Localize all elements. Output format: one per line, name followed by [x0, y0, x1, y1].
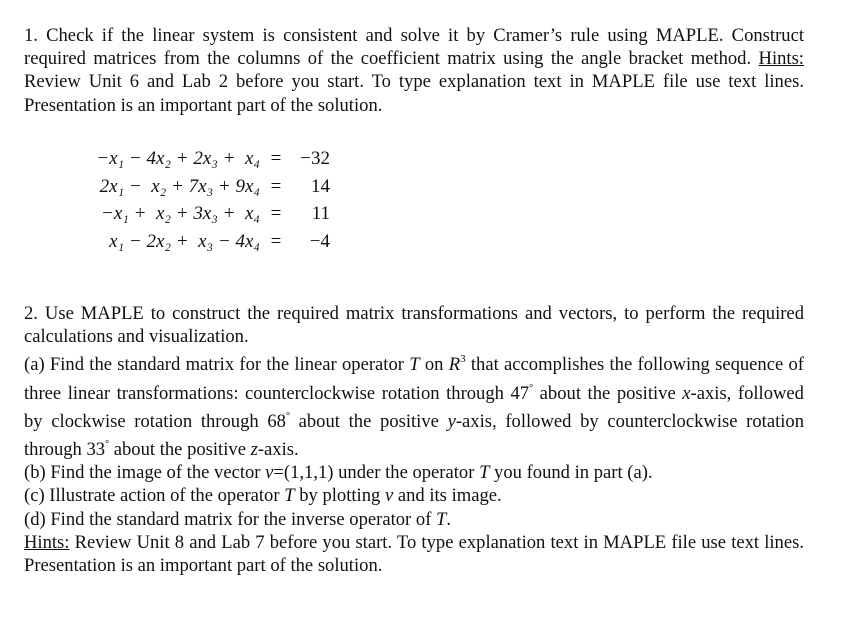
- part-b-text: under the operator: [333, 462, 480, 484]
- operator-symbol: T: [409, 354, 420, 376]
- vector-symbol: v: [265, 462, 274, 484]
- equals-sign: =: [270, 203, 282, 224]
- problem-1: [24, 24, 804, 117]
- part-a-text: -axis, followed by clockwise rotation through 68: [24, 382, 804, 432]
- equals-sign: =: [270, 230, 282, 252]
- operator-symbol: T: [479, 462, 490, 484]
- part-a-text: about the positive: [533, 382, 683, 404]
- part-c-text: by plotting: [294, 485, 385, 507]
- equation-lhs: −x₁ − 4x₂ + 2x₃ + x₄: [96, 148, 260, 169]
- part-c-text: (c) Illustrate action of the operator: [24, 485, 285, 507]
- problem-2-hint: [24, 531, 804, 577]
- degree-sign: °: [285, 410, 290, 422]
- equation-row: [28, 228, 330, 256]
- part-a: [24, 348, 804, 461]
- part-a-text: about the positive: [109, 439, 251, 461]
- problem-1-hint-text: Review Unit 6 and Lab 2 before you start. To type explanation text in MAPLE file use text lines. Presentation is an important part of the solution.: [24, 71, 804, 116]
- axis-symbol: z: [250, 439, 258, 461]
- operator-symbol: T: [284, 485, 295, 507]
- part-a-text: on: [419, 354, 449, 376]
- equation-lhs: 2x₁ − x₂ + 7x₃ + 9x₄: [99, 175, 260, 197]
- equation-row: [28, 173, 330, 201]
- part-c: [24, 484, 804, 507]
- vector-value: =(1,1,1): [273, 462, 334, 484]
- part-b-text: (b) Find the image of the vector: [24, 462, 266, 484]
- axis-symbol: y: [447, 410, 456, 432]
- part-c-text: and its image.: [393, 485, 502, 507]
- part-d-text: (d) Find the standard matrix for the inverse operator of: [24, 508, 437, 530]
- space-exponent: 3: [460, 353, 466, 366]
- equation-row: [28, 145, 330, 173]
- equation-lhs: −x₁ + x₂ + 3x₃ + x₄: [101, 203, 260, 224]
- part-b: [24, 461, 804, 484]
- part-a-text: (a) Find the standard matrix for the linear operator: [24, 354, 410, 376]
- part-a-text: about the positive: [289, 410, 448, 432]
- problem-2-hint-label: Hints:: [24, 531, 70, 553]
- part-d: [24, 508, 804, 531]
- problem-1-hint-label: Hints:: [758, 48, 804, 70]
- problem-2: [24, 302, 804, 577]
- space-symbol: R: [448, 354, 461, 376]
- problem-2-intro-text: 2. Use MAPLE to construct the required matrix transformations and vectors, to perform the required calculations and visualization.: [24, 303, 804, 348]
- part-d-text: .: [446, 508, 452, 530]
- degree-sign: °: [105, 439, 110, 451]
- equation-rhs: −32: [300, 148, 330, 169]
- part-b-text: you found in part (a).: [489, 462, 653, 484]
- equals-sign: =: [270, 175, 282, 197]
- problem-2-hint-text: Review Unit 8 and Lab 7 before you start. To type explanation text in MAPLE file use text lines. Presentation is an important part of the solution.: [24, 531, 804, 577]
- equation-rhs: 14: [311, 175, 330, 197]
- part-a-text: that accomplishes the following sequence of three linear transformations: counterclockwise rotation through 47: [24, 354, 805, 404]
- linear-system: [28, 145, 330, 255]
- equals-sign: =: [270, 148, 282, 169]
- equation-row: [28, 200, 330, 228]
- equation-lhs: x₁ − 2x₂ + x₃ − 4x₄: [109, 230, 260, 252]
- operator-symbol: T: [436, 508, 447, 530]
- problem-1-intro: 1. Check if the linear system is consistent and solve it by Cramer’s rule using MAPLE. Construct required matrices from the columns of the coefficient matrix using the angle bracket method.: [24, 25, 804, 70]
- degree-sign: °: [529, 382, 534, 394]
- axis-symbol: x: [682, 382, 691, 404]
- vector-symbol: v: [384, 485, 394, 507]
- part-a-text: -axis.: [257, 439, 299, 461]
- problem-2-intro: [24, 302, 804, 348]
- equation-rhs: −4: [309, 230, 330, 252]
- part-a-text: -axis, followed by counterclockwise rotation through 33: [24, 410, 805, 461]
- equation-rhs: 11: [311, 203, 330, 224]
- problem-1-text: [24, 24, 804, 117]
